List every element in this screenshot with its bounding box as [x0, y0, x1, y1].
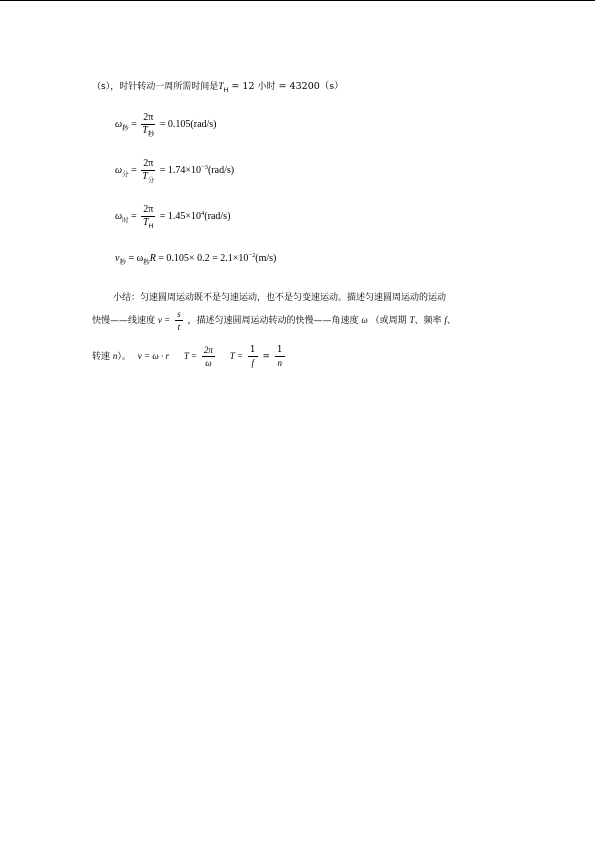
summary-line2-tail: （或周期 [370, 316, 407, 326]
summary-line3-pre: 转速 [92, 352, 111, 362]
summary-v-eq: v = [157, 315, 171, 325]
eq2-exp: −3 [201, 163, 208, 171]
eq1-rhs: = 0.105(rad/s) [159, 118, 217, 130]
summary-n: n [112, 351, 118, 361]
summary-f: f [444, 315, 447, 325]
eq4-rhs-pre: = 0.105× 0.2 = 2.1×10 [158, 253, 249, 264]
summary-line2-post: ，描述匀速圆周运动转动的快慢——角速度 [187, 316, 359, 326]
summary-f2-den: ω [205, 358, 212, 368]
text-line-period [92, 81, 344, 93]
summary-v-fraction [175, 308, 183, 333]
eq1-den-sub: 秒 [147, 130, 155, 138]
eq4-mid-sub: 秒 [143, 258, 150, 266]
eq4-v-sub: 秒 [119, 258, 126, 266]
summary-f3-den2: n [277, 358, 282, 368]
eq3-omega: ω [115, 210, 123, 222]
line1-T-sub: H [223, 86, 229, 94]
equation-omega-minute: $\omega_分$ = $\frac{2\pi}{T_分}$ = $1.74\times 10^{-3}(rad/s)$ [115, 158, 235, 184]
eq3-rhs-post: (rad/s) [204, 210, 231, 222]
eq1-num: 2π [143, 112, 154, 123]
line1-pre: （s），时针转动一周所需时间是 [92, 82, 219, 92]
summary-formula-T-fraction [202, 344, 215, 369]
line1-mid: = 12 [231, 81, 255, 92]
eq3-den-sub: H [148, 222, 154, 230]
eq2-omega: ω [115, 164, 123, 176]
eq4-mid: = ω [128, 253, 144, 264]
summary-line2-pre: 快慢——线速度 [92, 316, 156, 326]
equation-omega-second: $\omega_秒$ = $\frac{2\pi}{T_秒}$ = 0.105(rad/s) [115, 112, 217, 138]
summary-formula-T2-lhs: T = [229, 351, 243, 361]
eq2-num: 2π [143, 158, 154, 169]
eq4-R: R [149, 253, 156, 264]
equation-velocity [115, 253, 276, 264]
eq2-rhs-pre: = 1.74×10 [159, 164, 202, 176]
summary-line3-post: ）。 [117, 352, 131, 362]
eq3-num: 2π [143, 204, 154, 215]
summary-f3-eq: = [262, 352, 270, 362]
eq3-fraction [141, 204, 155, 229]
eq1-fraction [141, 112, 155, 137]
eq2-fraction [141, 158, 155, 183]
summary-formula-v: v = ω · r [137, 351, 169, 361]
eq4-rhs-post: (m/s) [255, 253, 277, 264]
summary-formula-f-fraction [248, 344, 258, 369]
summary-line-2 [92, 308, 456, 333]
summary-formula-T-lhs: T = [183, 351, 198, 361]
line1-unit: 小时 [257, 82, 276, 92]
eq3-sub: 时 [122, 215, 129, 224]
summary-omega: ω [361, 315, 368, 325]
summary-T: T [409, 315, 415, 325]
eq4-v: v [115, 253, 120, 264]
equation-omega-hour: $\omega_时$ = $\frac{2\pi}{T_H}$ = $1.45\times 10^4(rad/s)$ [115, 204, 231, 230]
eq2-den: T [142, 171, 148, 182]
eq3-den: T [143, 217, 149, 228]
summary-line-1 [113, 292, 446, 304]
summary-line-3 [92, 344, 287, 369]
line1-post: = 43200（s） [278, 81, 344, 92]
summary-f3-den1: f [251, 358, 254, 368]
top-border [0, 0, 595, 1]
summary-f3-num1: 1 [249, 345, 256, 355]
summary-f2-num: 2π [203, 345, 213, 355]
eq1-den: T [142, 125, 148, 136]
summary-f3-num2: 1 [276, 345, 283, 355]
eq2-den-sub: 分 [147, 176, 155, 184]
summary-formula-n-fraction [275, 344, 285, 369]
eq1-sub: 秒 [122, 123, 129, 132]
eq2-sub: 分 [122, 169, 129, 178]
summary-text-1: 小结：匀速圆周运动既不是匀速运动，也不是匀变速运动。描述匀速圆周运动的运动 [113, 293, 447, 303]
summary-freq-label: 、频率 [414, 316, 442, 326]
line1-T: T [218, 82, 224, 92]
summary-end-comma: 、 [446, 316, 456, 326]
eq1-omega: ω [115, 118, 123, 130]
summary-frac-den: t [177, 322, 181, 332]
summary-frac-num: s [177, 309, 181, 319]
eq4-exp: −2 [248, 252, 256, 259]
eq3-exp: 4 [201, 209, 205, 217]
eq2-rhs-post: (rad/s) [207, 164, 235, 176]
eq3-rhs-pre: = 1.45×10 [159, 210, 202, 222]
